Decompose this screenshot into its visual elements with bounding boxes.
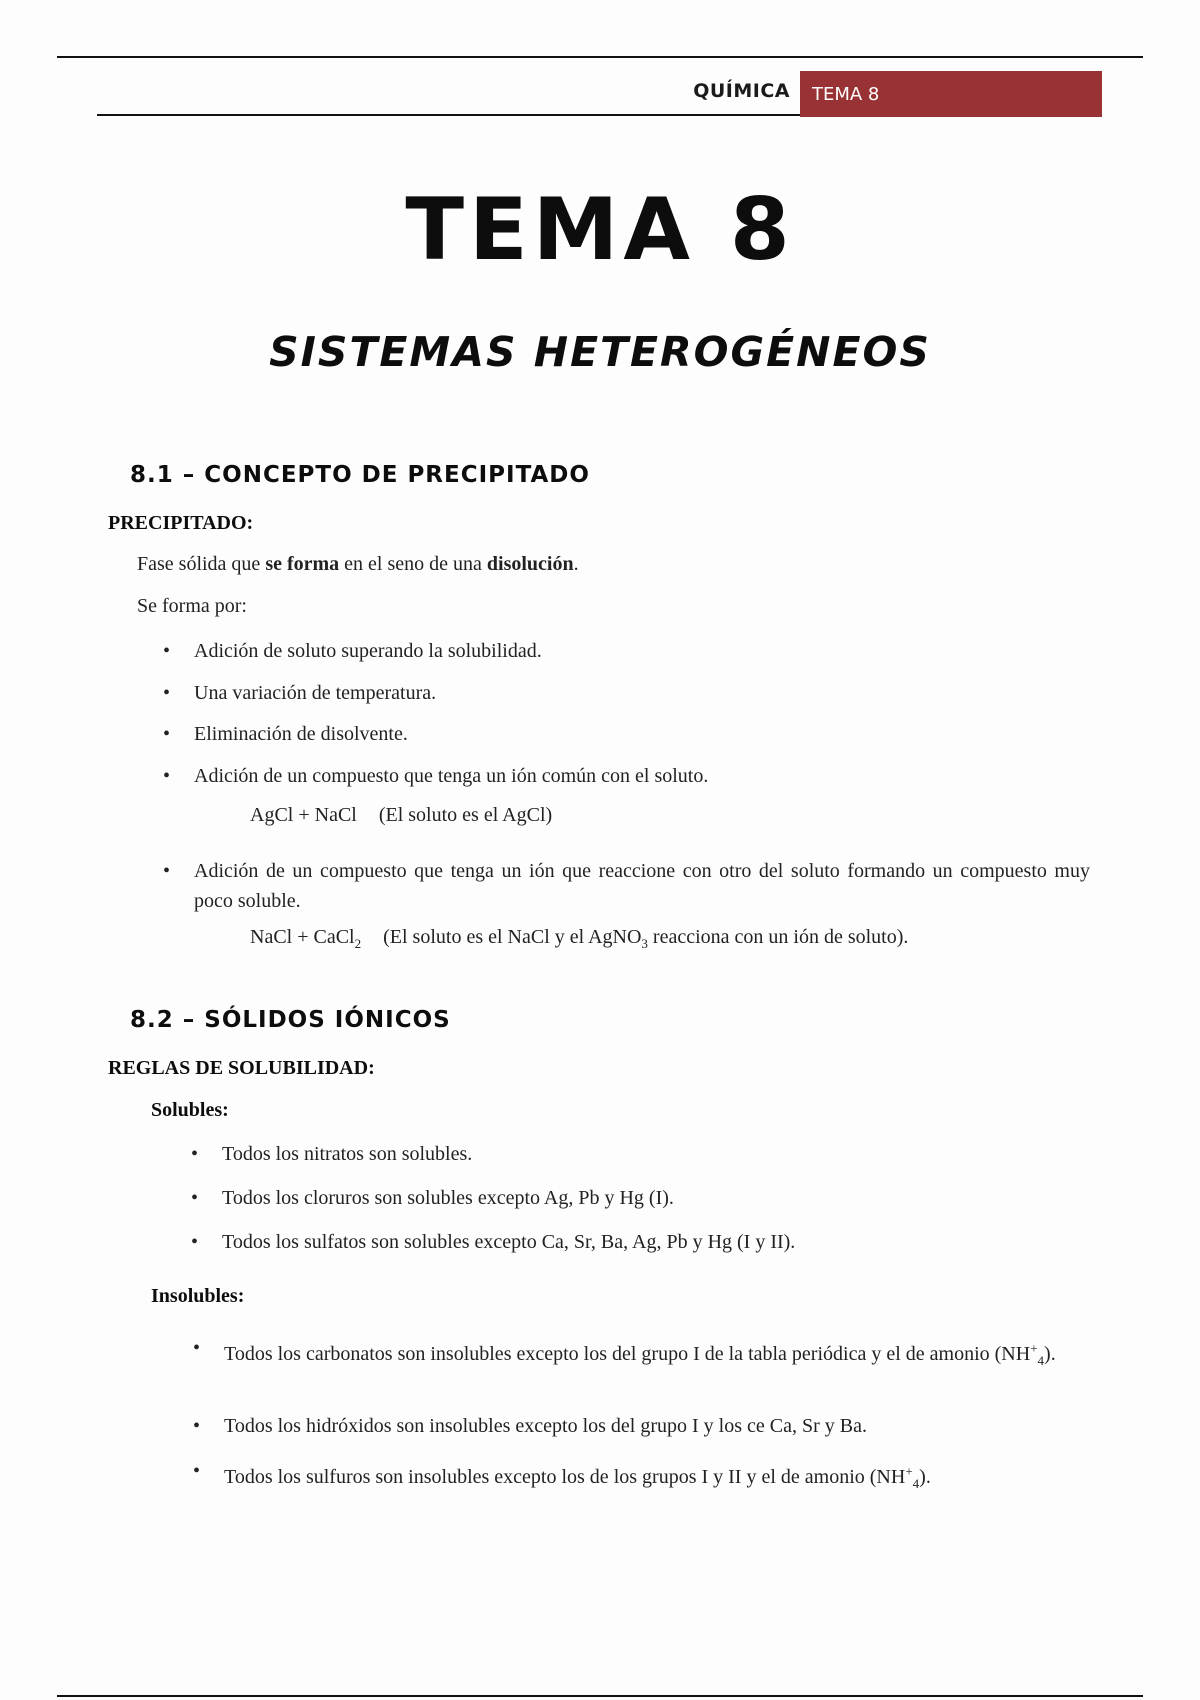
bullet-dot: • (163, 723, 171, 745)
header-badge-label: TEMA 8 (812, 83, 880, 105)
list-item-text: Todos los sulfatos son solubles excepto Ca, Sr, Ba, Ag, Pb y Hg (I y II). (222, 1231, 796, 1253)
list-item (193, 1456, 931, 1499)
insoluble1-pre: Todos los carbonatos son insolubles excepto los del grupo I de la tabla periódica y el de amonio (NH (224, 1342, 1031, 1365)
formula2-reaction (250, 926, 362, 951)
bullet-dot: • (163, 682, 171, 704)
insoluble3-superscript: + (905, 1463, 913, 1478)
list-item-text: Adición de un compuesto que tenga un ión que reaccione con otro del soluto formando un compuesto muy poco soluble. (194, 860, 1090, 912)
bullet-dot: • (191, 1231, 199, 1253)
list-item (193, 1411, 867, 1441)
list-item (191, 1183, 674, 1213)
list-item-text: Todos los nitratos son solubles. (222, 1143, 473, 1165)
formula-common-ion (250, 804, 552, 827)
list-item-text: Una variación de temperatura. (194, 682, 437, 704)
formula-note: (El soluto es el AgCl) (378, 804, 553, 826)
list-item-text: Todos los cloruros son solubles excepto Ag, Pb y Hg (I). (222, 1187, 674, 1209)
bullet-dot: • (193, 1337, 201, 1359)
formula-reaction: AgCl + NaCl (250, 804, 357, 826)
bullet-dot: • (191, 1187, 199, 1209)
list-item (191, 1139, 473, 1169)
precipitado-definition (137, 553, 579, 576)
definition-bold-disolucion: disolución (486, 553, 574, 575)
solubles-label: Solubles: (151, 1099, 229, 1121)
list-item (191, 1227, 796, 1257)
bullet-dot: • (193, 1415, 201, 1437)
bullet-dot: • (191, 1143, 199, 1165)
list-item (163, 719, 408, 749)
bullet-dot: • (163, 860, 171, 882)
list-item-text (224, 1340, 1056, 1368)
definition-pre: Fase sólida que (137, 553, 261, 575)
formula2-note-subscript: 3 (641, 936, 648, 951)
bottom-rule (57, 1695, 1143, 1697)
formed-by-label: Se forma por: (137, 595, 247, 617)
list-item-text: Todos los hidróxidos son insolubles excepto los del grupo I y los ce Ca, Sr y Ba. (224, 1415, 867, 1437)
formula-reacting-ion (250, 926, 908, 952)
list-item-text: Eliminación de disolvente. (194, 723, 408, 745)
list-item (163, 636, 542, 666)
formula2-note-pre: (El soluto es el NaCl y el AgNO (383, 926, 642, 948)
insoluble3-pre: Todos los sulfuros son insolubles excepto los de los grupos I y II y el de amonio (NH (224, 1465, 906, 1488)
list-item-text: Adición de un compuesto que tenga un ión común con el soluto. (194, 765, 709, 787)
formula2-note (383, 926, 909, 951)
bullet-dot: • (193, 1460, 201, 1482)
header-badge (800, 71, 1102, 117)
definition-post: . (573, 553, 579, 575)
list-item (193, 1333, 1090, 1376)
formula2-subscript: 2 (354, 936, 362, 951)
insoluble3-subscript: 4 (912, 1475, 920, 1491)
bullet-dot: • (163, 640, 171, 662)
list-item (163, 678, 437, 708)
header-underline (97, 114, 800, 116)
top-rule (57, 56, 1143, 58)
page-title: TEMA 8 (405, 180, 795, 280)
insoluble1-post: ). (1044, 1342, 1056, 1365)
insoluble3-post: ). (919, 1465, 931, 1488)
precipitado-label: PRECIPITADO: (108, 512, 254, 534)
insoluble1-superscript: + (1030, 1340, 1038, 1355)
section-heading-8-2: 8.2 – SÓLIDOS IÓNICOS (130, 1007, 451, 1033)
definition-mid: en el seno de una (344, 553, 482, 575)
insoluble1-subscript: 4 (1037, 1352, 1045, 1368)
list-item-text (224, 1463, 931, 1491)
page-subtitle: SISTEMAS HETEROGÉNEOS (269, 328, 931, 376)
insolubles-label: Insolubles: (151, 1285, 245, 1307)
header-subject: QUÍMICA (693, 80, 790, 102)
definition-bold-se-forma: se forma (265, 553, 340, 575)
bullet-dot: • (163, 765, 171, 787)
formula2-note-post: reacciona con un ión de soluto). (647, 926, 909, 948)
list-item (163, 761, 709, 791)
section-heading-8-1: 8.1 – CONCEPTO DE PRECIPITADO (130, 462, 590, 488)
list-item-text: Adición de soluto superando la solubilidad. (194, 640, 542, 662)
list-item (163, 856, 1090, 916)
formula2-reaction-text: NaCl + CaCl (250, 926, 355, 948)
solubility-rules-label: REGLAS DE SOLUBILIDAD: (108, 1057, 375, 1079)
